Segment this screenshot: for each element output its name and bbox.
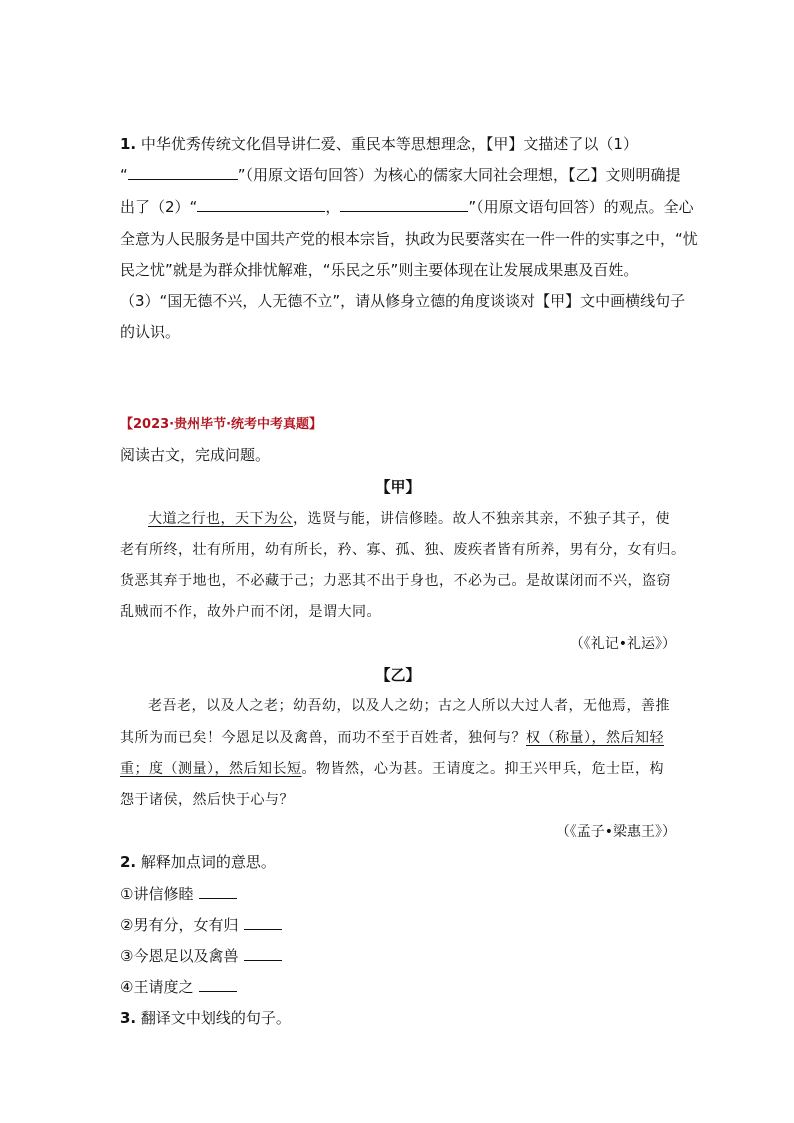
q1-line-1 [120,134,638,154]
q1-line-4: 全意为人民服务是中国共产党的根本宗旨，执政为民要落实在一件一件的实事之中，“忧 [120,230,698,248]
underlined-sentence-b-2: 重；度（测量），然后知长短 [120,761,302,777]
q1-line-3: 出了（2）“ ， ”（用原文语句回答）的观点。全心 [120,198,694,216]
passage-a-citation: （《礼记•礼运》） [569,636,676,652]
q1-number: 1. [120,135,137,153]
passage-a-heading: 【甲】 [375,478,421,496]
q3-title: 3. 翻译文中划线的句子。 [120,1009,291,1027]
q1-line-5: 民之忧”就是为群众排忧解难，“乐民之乐”则主要体现在让发展成果惠及百姓。 [120,261,639,279]
q2-item-3: ③今恩足以及禽兽 [120,946,282,966]
passage-a-line-1: 大道之行也，天下为公，选贤与能，讲信修睦。故人不独亲其亲，不独子其子，使 [148,511,670,527]
answer-blank-item-4[interactable] [199,979,237,992]
passage-a-line-2: 老有所终，壮有所用，幼有所长，矜、寡、孤、独、废疾者皆有所养，男有分，女有归。 [120,542,686,558]
underlined-sentence-a: 大道之行也，天下为公 [148,511,293,527]
answer-blank-1[interactable] [128,165,238,180]
answer-blank-2[interactable] [197,197,325,212]
q2-item-2: ②男有分，女有归 [120,915,282,935]
passage-a-line-4: 乱贼而不作，故外户而不闭，是谓大同。 [120,604,381,620]
q1-line-7: 的认识。 [120,323,181,341]
source-heading: 【2023·贵州毕节·统考中考真题】 [120,417,323,432]
answer-blank-item-3[interactable] [244,948,282,961]
passage-b-citation: （《孟子•梁惠王》） [555,824,676,840]
q1-line-2: “ ”（用原文语句回答）为核心的儒家大同社会理想，【乙】文则明确提 [120,166,681,184]
underlined-sentence-b-1: 权（称量），然后知轻 [526,730,664,746]
q2-title: 2. 解释加点词的意思。 [120,853,276,871]
q2-item-1: ①讲信修睦 [120,884,237,904]
passage-b-line-1: 老吾老，以及人之老；幼吾幼，以及人之幼；古之人所以大过人者，无他焉，善推 [148,698,670,714]
passage-b-line-4: 怨于诸侯，然后快于心与？ [120,792,294,808]
q1-text-1: 中华优秀传统文化倡导讲仁爱、重民本等思想理念，【甲】文描述了以（1） [140,135,638,153]
passage-b-heading: 【乙】 [375,666,421,684]
answer-blank-item-1[interactable] [199,886,237,899]
instruction: 阅读古文，完成问题。 [120,446,271,464]
passage-b-line-2: 其所为而已矣！今恩足以及禽兽，而功不至于百姓者，独何与？权（称量），然后知轻 [120,730,664,746]
passage-a-line-3: 货恶其弃于地也，不必藏于己；力恶其不出于身也，不必为己。是故谋闭而不兴，盗窃 [120,573,671,589]
q1-line-6: （3）“国无德不兴，人无德不立”，请从修身立德的角度谈谈对【甲】文中画横线句子 [120,292,686,310]
passage-b-line-3: 重；度（测量），然后知长短。物皆然，心为甚。王请度之。抑王兴甲兵，危士臣，构 [120,761,664,777]
q2-item-4: ④王请度之 [120,977,237,997]
answer-blank-item-2[interactable] [244,917,282,930]
answer-blank-3[interactable] [340,197,468,212]
